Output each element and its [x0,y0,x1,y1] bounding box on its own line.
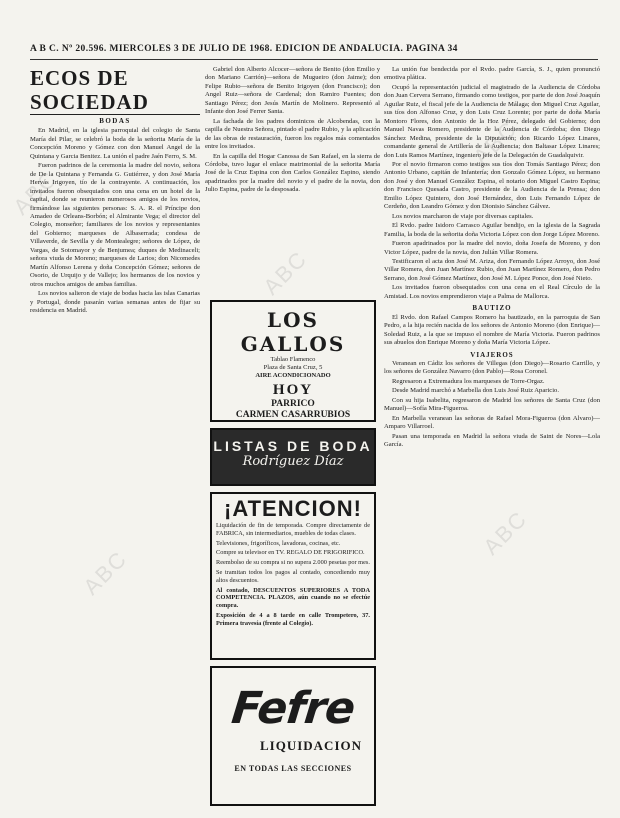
ad-fefre [210,666,376,806]
ad-text: Televisiones, frigoríficos, lavadoras, cocinas, etc. [216,539,341,547]
ad-text: Se tramitan todos los pagos al contado, concediendo muy altos descuentos. [216,568,370,584]
ad-text: Al contado, DESCUENTOS SUPERIORES A TODA COMPETENCIA. PLAZOS, aún cuando no se efectúe compra. [216,586,370,610]
ad-liquidacion: LIQUIDACION [259,738,362,753]
ad-listas-de-boda [210,428,376,486]
paragraph: El Rvdo. padre Isidoro Carrasco Aguilar bendijo, en la iglesia de la Sagrada Familia, la boda de la señorita doña Victoria López con don Jorge López Moreno. [384,222,600,238]
ad-aire: AIRE ACONDICIONADO [255,372,331,379]
paragraph: Ocupó la representación judicial el magistrado de la Audiencia de Córdoba don Juan Cervera Serrano, firmando como testigos, por parte de don José Joaquín Aguilar Ruiz, el fiscal jefe de la Audiencia de Málaga; don Miguel Cruz Aguilar, sus tíos don Alfonso Cruz, y don Luis Cruz Lorente; por parte de doña María Montoro Flores, don Antonio de la Hoz Pérez, delegado del Gobierno; don Manuel Navas Romero, presidente de la Audiencia de Córdoba; don Diego Sánchez Medina, presidente de la Diputación; don Ricardo López Linares, comandante general de Artillería de la Audiencia; don Baltasar López Linares; don Luis Ramos Martínez, ingeniero jefe de la Delegación de Guadalquivir. [384,83,600,159]
paragraph: Por el novio firmaron como testigos sus tíos don Tomás Santiago Pérez; don Antonio Urbano, capitán de Infantería; don Gonzalo Gómez López, su hermano don José y don Manuel González Espina, el notario don Miguel Castro Espina; don Francisco Quesada Castro, presidente de la Audiencia de la Prensa; don Emilio López Quintero, don José Hernández, don Luis Fernando López de Cerdeño, don Leandro Gómez y don Dionisio Sánchez Gálvez. [384,160,600,211]
ad-subtitle: Tablao Flamenco [270,356,316,363]
subhead-bautizo: BAUTIZO [472,304,512,313]
page-masthead: A B C. Nº 20.596. MIERCOLES 3 DE JULIO DE 1968. EDICION DE ANDALUCIA. PAGINA 34 [30,44,598,60]
column-middle-text [205,66,380,284]
paragraph: El Rvdo. don Rafael Campos Romero ha bautizado, en la parroquia de San Pedro, a la hija recién nacida de los señores de Antonio Moreno (don Enrique)—Soledad Ruiz, a la que se impuso el nombre de María Victoria. Fueron padrinos sus abuelos don Enrique Moreno y doña María Victoria López. [384,313,600,347]
subhead-bodas: BODAS [99,117,131,125]
ad-tagline: EN TODAS LAS SECCIONES [234,764,352,773]
paragraph: En Marbella veranean las señoras de Rafael Mora-Figueroa (don Alvaro)—Amparo Villarroel. [384,414,600,431]
ad-title: ¡ATENCION! [224,496,362,521]
paragraph: Testificaron el acta don José M. Ariza, don Fernando López Arroyo, don José Villar Romera, don Juan Martínez Rubio, don Juan Martínez Romero, don Pedro Serrano, don José Gómez Martínez, don José M. López Ponce, don José Nieto. [384,257,600,282]
watermark: ABC [478,505,533,560]
ad-brand: Rodríguez Díaz [242,454,344,469]
ad-los-gallos [210,300,376,422]
ad-text: Liquidación de fin de temporada. Compre directamente de FABRICA, sin intermediarios, muebles de todas clases. [216,522,370,537]
paragraph: La fachada de los padres dominicos de Alcobendas, con la capilla de Nuestra Señora, pintado el padre Rubio, y la aplicación de las obras de restauración, fueron los regalos más comentados entre los invitados. [205,117,380,151]
artist-name [212,421,374,422]
ad-text: Reembolso de su compra si no supera 2.000 pesetas por mes. [216,559,370,567]
paragraph: Gabriel don Alberto Alcocer—señora de Benito (don Emilio y don Mariano Carrión)—señora de Mugueiro (don Jaime); don Felipe Rubio—señora de Benito Irigoyen (don Francisco); don Angel Ruiz—señora de Cardenal; don Ramiro Fuentes; don Santiago Pérez; don Jesús Martín de Molinero. Representó al Infante don José Ferrer Santa. [205,66,380,116]
ad-title: LISTAS DE BODA [213,438,373,454]
ad-title: LOS GALLOS [240,308,346,356]
watermark: ABC [8,165,63,220]
watermark: ABC [258,245,313,300]
paragraph: Con su hija Isabelita, regresaron de Madrid los señores de Santa Cruz (don Manuel)—Sofía Mira-Figueroa. [384,396,600,413]
paragraph: Los invitados fueron obsequiados con una cena en el Real Círculo de la Amistad. Los novios emprendieron viaje a Palma de Mallorca. [384,284,600,300]
paragraph: Regresaron a Extremadura los marqueses de Torre-Orgaz. [392,377,545,385]
paragraph: Fueron padrinos de la ceremonia la madre del novio, señora de De la Quintana y Fernanda G. Gutiérrez, y don José María Hervás Irigoyen, tío de la contrayente. A continuación, los invitados fueron obsequiados con una cena en un hotel de la capital, donde se reunieron numerosos amigos de los novios, firmándose las siguientes personas: S. A. R. el Príncipe don Amadeo de Orleans-Borbón; el Almirante Vega; el director del Colegio, monseñor; familiares de los novios y representantes del Gobierno; marqueses de Albaserrada; condesa de Villaverde, de Sevilla y de Montealegre; señores de López, de Vargas, de Sotomayor y de Benjumea; duques de Medinaceli; señora viuda de Moreno; marqueses de Larios; don Nicomedes Martín Alfonso Lerena y doña Concepción Gómez; señores de Osorio, de Urquijo y de Vallejo; los hermanos de los novios y otros muchos amigos de ambas familias. [30,162,200,288]
paragraph: Los novios marcharon de viaje por diversas capitales. [392,212,534,220]
subhead-viajeros: VIAJEROS [470,350,514,359]
column-right-text [384,66,600,808]
ad-text: Compre su televisor en TV. REGALO DE FRIGORIFICO. [216,549,365,557]
paragraph: En la capilla del Hogar Canossa de San Rafael, en la sierra de Córdoba, tuvo lugar el enlace matrimonial de la señorita María José de la Cruz Espina con don Carlos González Espino, siendo apadrinados por la madre del novio y el padre de la novia, don Julio Espina, padre de la desposada. [205,152,380,194]
artist-name: CARMEN CASARRUBIOS [235,410,351,420]
ad-address: Plaza de Santa Cruz, 5 [263,364,323,371]
paragraph: Pasan una temporada en Madrid la señora viuda de Saint de Nores—Lola García. [384,432,600,449]
ad-hoy: HOY [272,382,314,398]
paragraph: Los novios salieron de viaje de bodas hacia las islas Canarias y Portugal, donde pasarán varias semanas antes de fijar su residencia en Madrid. [30,290,200,314]
paragraph: La unión fue bendecida por el Rvdo. padre García, S. J., quien pronunció emotiva plática. [384,66,600,82]
paragraph: Desde Madrid marchó a Marbella don Luis José Ruiz Aparicio. [392,387,559,395]
brand-logo: Fefre [229,683,357,734]
column-ecos-de-sociedad [30,66,200,808]
ad-text: Exposición de 4 a 8 tarde en calle Trompetero, 37. Primera travesía (frente al Colegio). [216,611,370,627]
watermark: ABC [468,115,523,170]
ad-atencion [210,492,376,660]
artist-name: PARRICO [271,399,315,409]
paragraph: Veranean en Cádiz los señores de Villegas (don Diego)—Rosario Carrillo, y los señores de González Navarro (don Pablo)—Rosa Coronel. [384,359,600,376]
paragraph: En Madrid, en la iglesia parroquial del colegio de Santa María del Pilar, se celebró la boda de la señorita María de la Concepción Moreno y Gómez con don Manuel Angel de la Quintana y Garcia Benitez. La unión el padre Jaén Ferro, S. M. [30,127,200,160]
section-heading: ECOS DE SOCIEDAD [30,66,200,115]
paragraph: Fueron apadrinados por la madre del novio, doña Josefa de Moreno, y don Victor López, padre de la novia, don Julián Villar Romera. [384,240,600,256]
watermark: ABC [78,545,133,600]
